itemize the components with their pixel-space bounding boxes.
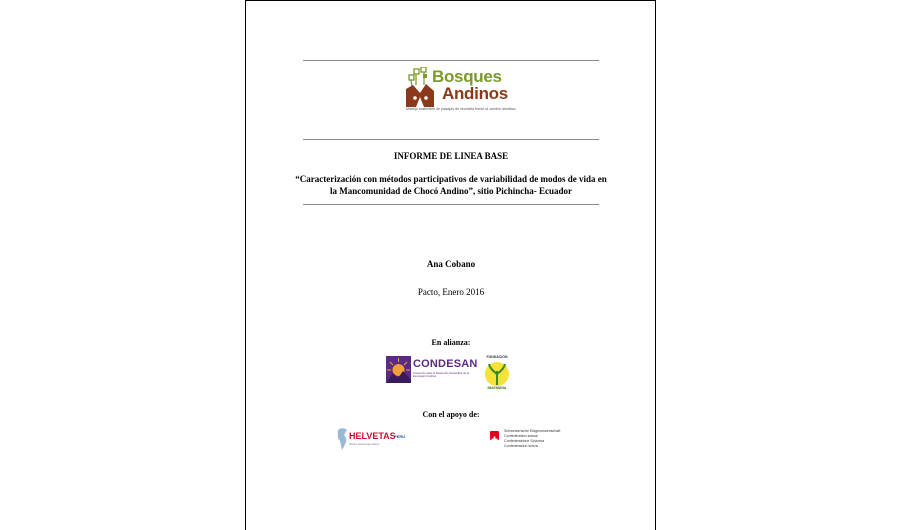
report-type: INFORME DE LINEA BASE bbox=[393, 151, 509, 161]
condesan-sun-mountain-icon bbox=[386, 356, 411, 383]
condesan-description: Consorcio para el Desarrollo Sostenible de la Ecorregión Andina bbox=[413, 371, 470, 379]
helvetas-name: HELVETAS bbox=[349, 431, 396, 441]
imaymana-bottom-text: IMAYMANA bbox=[487, 386, 507, 390]
helvetas-subtitle: Swiss Intercooperation bbox=[349, 442, 380, 446]
header-divider bbox=[303, 139, 599, 140]
helvetas-country: PERÚ bbox=[394, 434, 406, 439]
americas-map-icon bbox=[336, 427, 350, 451]
title-divider bbox=[303, 204, 599, 205]
swiss-line: Confederaziun svizra bbox=[504, 444, 538, 448]
imaymana-logo bbox=[480, 355, 514, 393]
swiss-confederation-text bbox=[504, 429, 560, 449]
logo-tagline: Manejo sostenible de paisajes de montaña frente al cambio climático bbox=[406, 107, 516, 111]
support-label: Con el apoyo de: bbox=[422, 410, 480, 419]
alliance-label: En alianza: bbox=[431, 338, 471, 347]
author-name: Ana Cobano bbox=[426, 259, 476, 269]
imaymana-top-text: FUNDACIÓN bbox=[486, 355, 508, 359]
swiss-line: Confédération suisse bbox=[504, 434, 538, 438]
logo-word-bosques: Bosques bbox=[432, 67, 502, 86]
swiss-line: Schweizerische Eidgenossenschaft bbox=[504, 429, 561, 433]
top-divider bbox=[303, 60, 599, 61]
helvetas-logo bbox=[336, 427, 408, 453]
condesan-name: CONDESAN bbox=[413, 358, 478, 370]
swiss-confederation-logo bbox=[490, 429, 570, 453]
bosques-andinos-logo bbox=[406, 67, 516, 117]
logo-word-andinos: Andinos bbox=[442, 84, 508, 103]
swiss-line: Confederazione Svizzera bbox=[504, 439, 545, 443]
report-title: “Caracterización con métodos participativos de variabilidad de modos de vida en la Mancomunidad de Chocó Andino”, sitio Pichincha- Ecuador bbox=[295, 174, 607, 196]
document-page bbox=[245, 0, 656, 530]
swiss-flag-icon bbox=[490, 431, 499, 440]
condesan-logo bbox=[386, 356, 478, 384]
place-date: Pacto, Enero 2016 bbox=[417, 287, 485, 297]
